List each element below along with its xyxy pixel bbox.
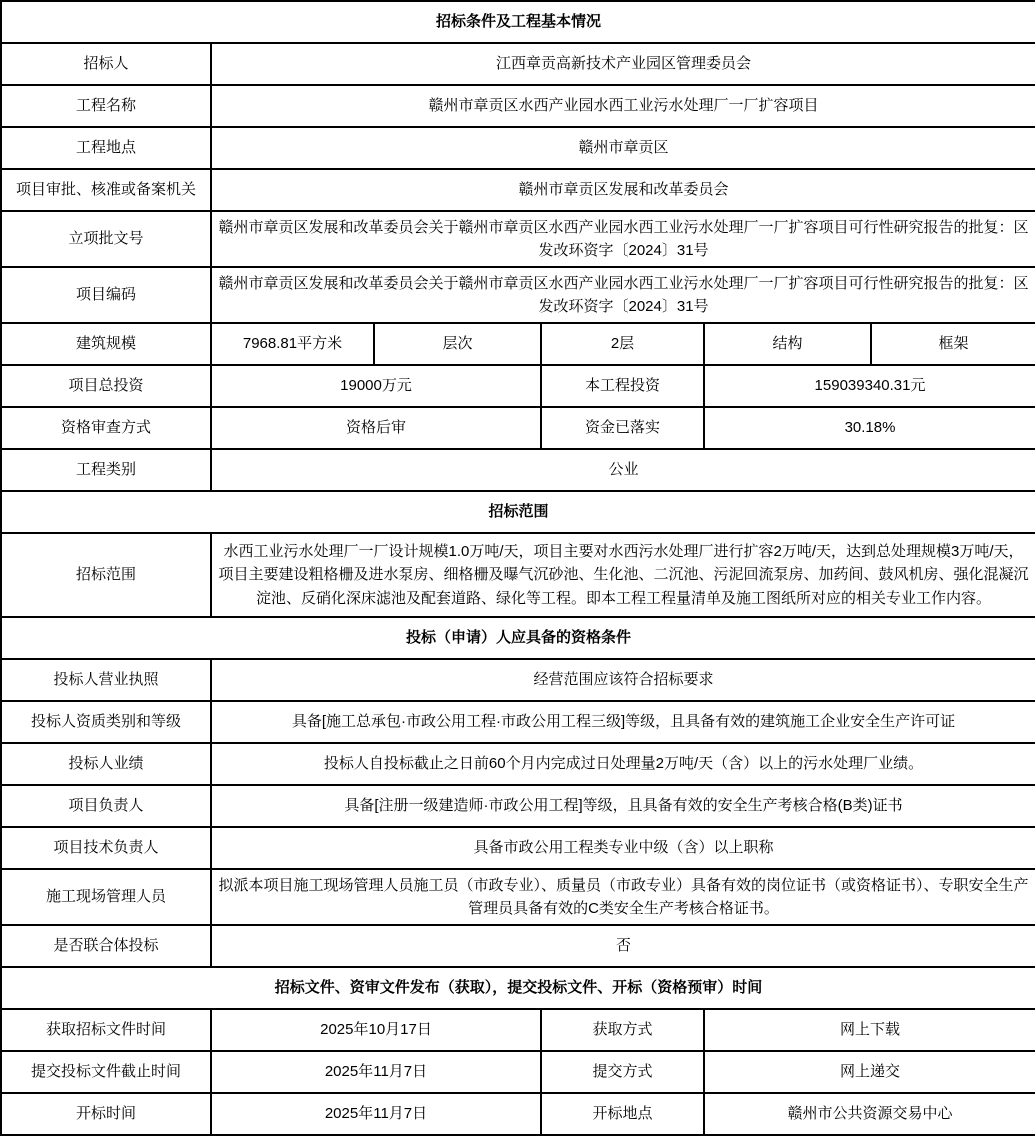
qualification-section-header-row <box>1 617 1035 659</box>
scope-value: 水西工业污水处理厂一厂设计规模1.0万吨/天，项目主要对水西污水处理厂进行扩容2万吨/天，达到总处理规模3万吨/天，项目主要建设粗格栅及进水泵房、细格栅及曝气沉砂池、生化池、二沉池、污泥回流泵房、加药间、鼓风机房、强化混凝沉淀池、反硝化深床滤池及配套道路、绿化等工程。即本工程工程量清单及施工图纸所对应的相关专业工作内容。 <box>211 533 1035 617</box>
technical-manager-label: 项目技术负责人 <box>1 827 211 869</box>
joint-venture-value: 否 <box>211 925 1035 967</box>
site-staff-row <box>1 869 1035 925</box>
project-location-row <box>1 127 1035 169</box>
scope-row <box>1 533 1035 617</box>
business-license-row <box>1 659 1035 701</box>
submit-method-value: 网上递交 <box>704 1051 1035 1093</box>
doc-obtain-row <box>1 1009 1035 1051</box>
qualification-grade-label: 投标人资质类别和等级 <box>1 701 211 743</box>
joint-venture-label: 是否联合体投标 <box>1 925 211 967</box>
project-code-value: 赣州市章贡区发展和改革委员会关于赣州市章贡区水西产业园水西工业污水处理厂一厂扩容项目可行性研究报告的批复：区发改环资字〔2024〕31号 <box>211 267 1035 323</box>
site-staff-label: 施工现场管理人员 <box>1 869 211 925</box>
project-category-label: 工程类别 <box>1 449 211 491</box>
scope-section-header-row <box>1 491 1035 533</box>
structure-label: 结构 <box>704 323 871 365</box>
bidder-performance-label: 投标人业绩 <box>1 743 211 785</box>
approval-authority-value: 赣州市章贡区发展和改革委员会 <box>211 169 1035 211</box>
qualification-grade-row <box>1 701 1035 743</box>
project-category-value: 公业 <box>211 449 1035 491</box>
bid-opening-place-label: 开标地点 <box>541 1093 704 1135</box>
schedule-section-title: 招标文件、资审文件发布（获取），提交投标文件、开标（资格预审）时间 <box>1 967 1035 1009</box>
funds-secured-label: 资金已落实 <box>541 407 704 449</box>
building-scale-value: 7968.81平方米 <box>211 323 374 365</box>
building-scale-label: 建筑规模 <box>1 323 211 365</box>
approval-authority-label: 项目审批、核准或备案机关 <box>1 169 211 211</box>
business-license-value: 经营范围应该符合招标要求 <box>211 659 1035 701</box>
total-investment-label: 项目总投资 <box>1 365 211 407</box>
project-manager-label: 项目负责人 <box>1 785 211 827</box>
obtain-method-label: 获取方式 <box>541 1009 704 1051</box>
project-name-row <box>1 85 1035 127</box>
project-category-row <box>1 449 1035 491</box>
qualification-review-label: 资格审查方式 <box>1 407 211 449</box>
project-name-label: 工程名称 <box>1 85 211 127</box>
bid-opening-time-label: 开标时间 <box>1 1093 211 1135</box>
bidder-performance-value: 投标人自投标截止之日前60个月内完成过日处理量2万吨/天（含）以上的污水处理厂业绩。 <box>211 743 1035 785</box>
approval-doc-no-label: 立项批文号 <box>1 211 211 267</box>
technical-manager-row <box>1 827 1035 869</box>
tenderer-label: 招标人 <box>1 43 211 85</box>
project-code-label: 项目编码 <box>1 267 211 323</box>
submit-deadline-row <box>1 1051 1035 1093</box>
scope-label: 招标范围 <box>1 533 211 617</box>
approval-doc-no-row <box>1 211 1035 267</box>
investment-row <box>1 365 1035 407</box>
bid-opening-place-value: 赣州市公共资源交易中心 <box>704 1093 1035 1135</box>
storeys-value: 2层 <box>541 323 704 365</box>
approval-authority-row <box>1 169 1035 211</box>
approval-doc-no-value: 赣州市章贡区发展和改革委员会关于赣州市章贡区水西产业园水西工业污水处理厂一厂扩容项目可行性研究报告的批复：区发改环资字〔2024〕31号 <box>211 211 1035 267</box>
building-scale-row <box>1 323 1035 365</box>
doc-obtain-time-value: 2025年10月17日 <box>211 1009 541 1051</box>
obtain-method-value: 网上下载 <box>704 1009 1035 1051</box>
table-title: 招标条件及工程基本情况 <box>1 1 1035 43</box>
submit-method-label: 提交方式 <box>541 1051 704 1093</box>
business-license-label: 投标人营业执照 <box>1 659 211 701</box>
project-manager-value: 具备[注册一级建造师·市政公用工程]等级，且具备有效的安全生产考核合格(B类)证书 <box>211 785 1035 827</box>
site-staff-value: 拟派本项目施工现场管理人员施工员（市政专业）、质量员（市政专业）具备有效的岗位证书（或资格证书）、专职安全生产管理员具备有效的C类安全生产考核合格证书。 <box>211 869 1035 925</box>
scope-section-title: 招标范围 <box>1 491 1035 533</box>
tenderer-value: 江西章贡高新技术产业园区管理委员会 <box>211 43 1035 85</box>
project-code-row <box>1 267 1035 323</box>
funds-secured-value: 30.18% <box>704 407 1035 449</box>
project-location-label: 工程地点 <box>1 127 211 169</box>
submit-deadline-value: 2025年11月7日 <box>211 1051 541 1093</box>
joint-venture-row <box>1 925 1035 967</box>
qualification-grade-value: 具备[施工总承包·市政公用工程·市政公用工程三级]等级，且具备有效的建筑施工企业安全生产许可证 <box>211 701 1035 743</box>
qualification-section-title: 投标（申请）人应具备的资格条件 <box>1 617 1035 659</box>
qualification-review-value: 资格后审 <box>211 407 541 449</box>
storeys-label: 层次 <box>374 323 541 365</box>
structure-value: 框架 <box>871 323 1035 365</box>
schedule-section-header-row <box>1 967 1035 1009</box>
total-investment-value: 19000万元 <box>211 365 541 407</box>
doc-obtain-time-label: 获取招标文件时间 <box>1 1009 211 1051</box>
submit-deadline-label: 提交投标文件截止时间 <box>1 1051 211 1093</box>
technical-manager-value: 具备市政公用工程类专业中级（含）以上职称 <box>211 827 1035 869</box>
project-investment-value: 159039340.31元 <box>704 365 1035 407</box>
project-manager-row <box>1 785 1035 827</box>
bidder-performance-row <box>1 743 1035 785</box>
project-location-value: 赣州市章贡区 <box>211 127 1035 169</box>
project-investment-label: 本工程投资 <box>541 365 704 407</box>
bid-opening-time-value: 2025年11月7日 <box>211 1093 541 1135</box>
bid-opening-row <box>1 1093 1035 1135</box>
project-name-value: 赣州市章贡区水西产业园水西工业污水处理厂一厂扩容项目 <box>211 85 1035 127</box>
tenderer-row <box>1 43 1035 85</box>
qualification-review-row <box>1 407 1035 449</box>
table-title-row <box>1 1 1035 43</box>
